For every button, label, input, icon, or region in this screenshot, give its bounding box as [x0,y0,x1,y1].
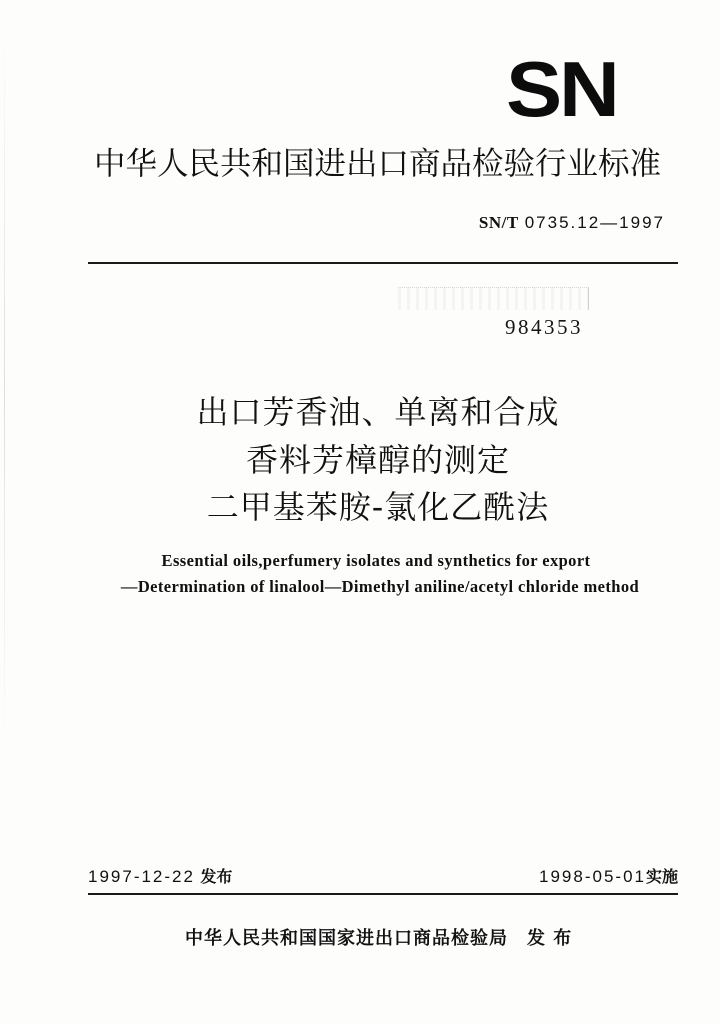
chinese-title-line-3: 二甲基苯胺-氯化乙酰法 [206,488,550,526]
archive-number: 984353 [505,315,583,339]
standard-code: 0735.12—1997 [524,213,665,232]
bottom-divider [88,893,678,895]
issue-date-value: 1997-12-22 [88,867,195,886]
standard-category-heading: 中华人民共和国进出口商品检验行业标准 [94,146,662,182]
stamp-mark [398,287,589,310]
standard-prefix: SN/T [478,213,519,232]
chinese-title-line-2: 香料芳樟醇的测定 [245,441,510,479]
effective-date-label: 实施 [645,867,678,886]
publisher-action: 发 布 [527,928,573,949]
effective-date-value: 1998-05-01 [539,867,646,886]
chinese-title-line-1: 出口芳香油、单离和合成 [196,393,560,431]
issue-date [88,866,232,888]
publisher-name: 中华人民共和国国家进出口商品检验局 [185,928,508,949]
effective-date [539,866,678,888]
english-title-line-2: —Determination of linalool—Dimethyl aniline/acetyl chloride method [120,577,640,596]
sn-logo: SN [506,45,617,133]
standard-number [479,212,665,234]
scan-edge-mark [4,30,5,750]
top-divider [88,262,678,264]
english-title-line-1: Essential oils,perfumery isolates and synthetics for export [161,551,591,570]
issue-date-label: 发布 [200,867,233,886]
